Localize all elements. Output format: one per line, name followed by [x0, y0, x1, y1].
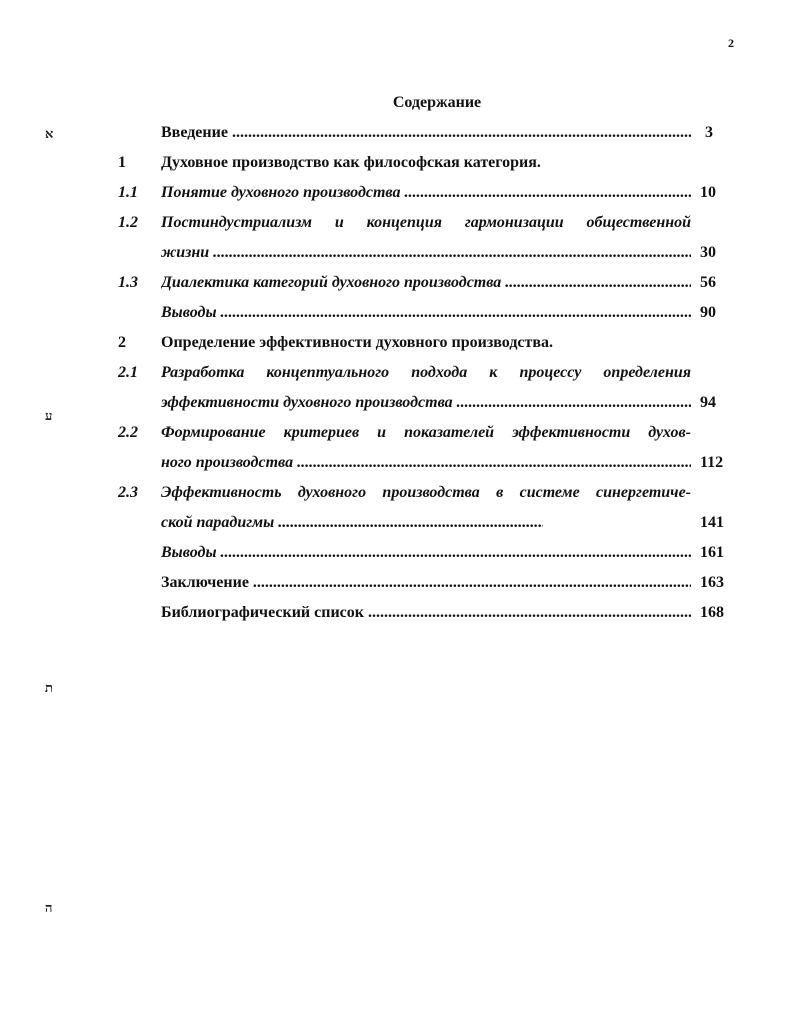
toc-title: Содержание: [392, 94, 482, 111]
toc-entry-text: эффективности духовного производства .....: [161, 394, 691, 412]
toc-entry-page: 141: [700, 514, 724, 531]
toc-entry-text: Понятие духовного производства .....: [161, 184, 691, 202]
toc-entry-text: Духовное производство как философская категория.: [161, 154, 541, 171]
scan-artifact-mark: ﬠ: [45, 408, 53, 423]
toc-entry-text: Заключение .....: [161, 574, 691, 592]
toc-entry-page: 161: [700, 544, 724, 561]
toc-entry-page: 30: [700, 244, 716, 261]
toc-entry-number: 2.3: [118, 484, 138, 501]
toc-entry-page: 112: [700, 454, 724, 471]
toc-entry-number: 1: [118, 154, 126, 171]
toc-entry-number: 1.1: [118, 184, 138, 201]
toc-entry-number: 1.3: [118, 274, 138, 291]
toc-entry-text: Выводы .....: [161, 304, 691, 322]
toc-entry-number: 2.2: [118, 424, 138, 441]
toc-entry-number: 1.2: [118, 214, 138, 231]
toc-entry-text: ской парадигмы .....: [161, 514, 543, 532]
toc-entry-page: 94: [700, 394, 716, 411]
toc-entry-text: Разработка концептуального подхода к процессу определения: [161, 364, 691, 381]
toc-entry-page: 56: [700, 274, 716, 291]
page-number: 2: [728, 36, 734, 50]
toc-entry-text: Определение эффективности духовного производства.: [161, 334, 554, 351]
toc-entry-text: Введение .....: [161, 124, 691, 142]
toc-entry-text: Диалектика категорий духовного производства .....: [161, 274, 691, 292]
toc-entry-text: Эффективность духовного производства в системе синергетиче-: [161, 484, 691, 501]
toc-entry-page: 163: [700, 574, 724, 591]
toc-entry-text: Библиографический список .....: [161, 604, 691, 622]
toc-entry-page: 10: [700, 184, 716, 201]
toc-entry-text: ного производства .....: [161, 454, 691, 472]
toc-entry-page: 3: [705, 124, 713, 141]
toc-entry-text: жизни .....: [161, 244, 691, 262]
toc-entry-text: Выводы .....: [161, 544, 691, 562]
toc-entry-page: 90: [700, 304, 716, 321]
toc-entry-number: 2.1: [118, 364, 138, 381]
toc-entry-text: Формирование критериев и показателей эффективности духов-: [161, 424, 691, 441]
toc-entry-page: 168: [700, 604, 724, 621]
scan-artifact-mark: ﬨ: [45, 680, 53, 695]
scan-artifact-mark: ﬣ: [45, 900, 53, 915]
scan-artifact-mark: ﬡ: [45, 126, 54, 141]
toc-entry-text: Постиндустриализм и концепция гармонизации общественной: [161, 214, 691, 231]
toc-entry-number: 2: [118, 334, 126, 351]
